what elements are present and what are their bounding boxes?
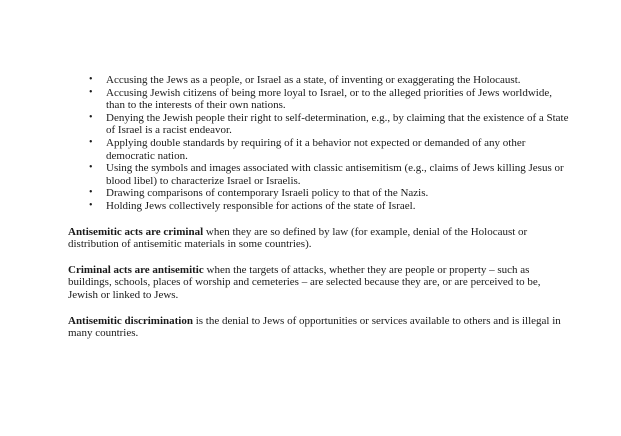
discrimination-paragraph (68, 315, 573, 340)
list-item-text: Applying double standards by requiring of it a behavior not expected or demanded of any other democratic nation. (106, 136, 526, 162)
paragraph-lead: Antisemitic discrimination (68, 314, 193, 327)
paragraph-text: when the targets of attacks, whether they are people or property – such as buildings, schools, places of worship and cemeteries – are selected because they are, or are perceived to be, Jewish or linked to Jews. (68, 263, 541, 301)
list-item (68, 187, 573, 200)
list-item (68, 200, 573, 213)
bullet-icon: • (89, 74, 93, 85)
list-item (68, 112, 573, 137)
list-item (68, 137, 573, 162)
paragraph-text: when they are so defined by law (for example, denial of the Holocaust or distribution of antisemitic materials in some countries). (68, 225, 528, 251)
paragraph-lead: Antisemitic acts are criminal (68, 225, 204, 238)
list-item-text: Holding Jews collectively responsible for actions of the state of Israel. (106, 199, 416, 212)
document-body (68, 74, 573, 340)
examples-bullet-list (68, 74, 573, 213)
list-item-text: Accusing Jewish citizens of being more loyal to Israel, or to the alleged priorities of Jews worldwide, than to the interests of their own nations. (106, 86, 552, 112)
list-item (68, 87, 573, 112)
bullet-icon: • (89, 162, 93, 174)
bullet-icon: • (89, 86, 93, 98)
bullet-icon: • (89, 199, 93, 211)
list-item-text: Drawing comparisons of contemporary Israeli policy to that of the Nazis. (106, 187, 429, 200)
paragraph-text: is the denial to Jews of opportunities or services available to others and is illegal in many countries. (68, 314, 561, 340)
bullet-icon: • (89, 136, 93, 148)
list-item-text: Accusing the Jews as a people, or Israel as a state, of inventing or exaggerating the Holocaust. (106, 74, 521, 86)
antisemitic-acts-paragraph (68, 264, 573, 302)
bullet-icon: • (89, 111, 93, 123)
list-item (68, 74, 573, 87)
criminal-acts-paragraph (68, 226, 573, 251)
bullet-icon: • (89, 187, 93, 199)
list-item-text: Using the symbols and images associated with classic antisemitism (e.g., claims of Jews killing Jesus or blood libel) to characterize Israel or Israelis. (106, 162, 564, 187)
paragraph-lead: Criminal acts are antisemitic (68, 263, 204, 276)
list-item (68, 162, 573, 187)
list-item-text: Denying the Jewish people their right to self-determination, e.g., by claiming that the existence of a State of Israel is a racist endeavor. (106, 111, 569, 137)
